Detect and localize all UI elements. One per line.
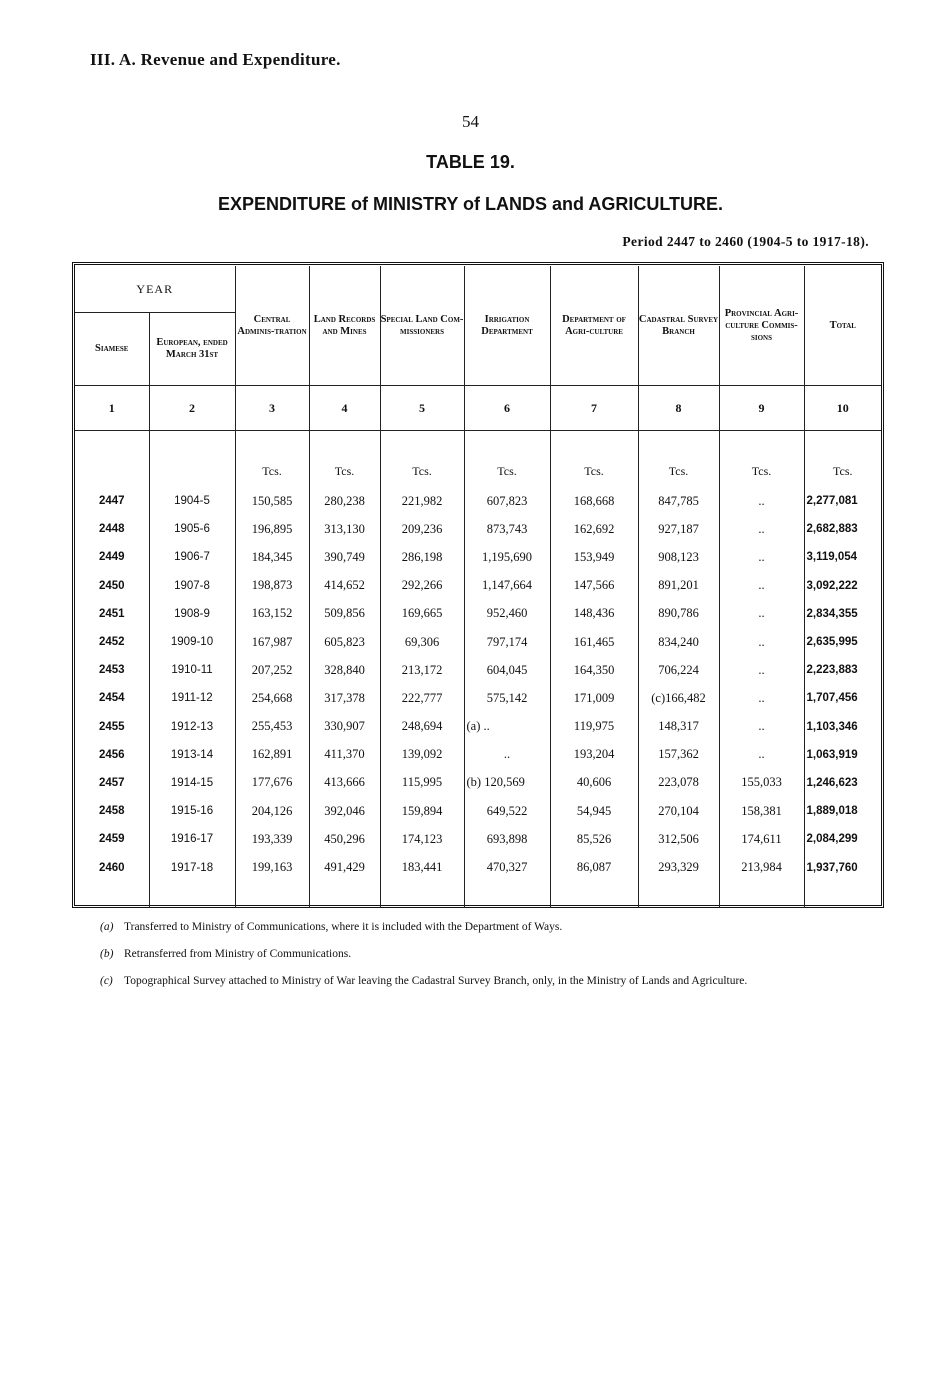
cell-total: 1,937,760 [804,853,881,881]
cell-central: 207,252 [235,656,309,684]
footnotes [100,920,880,1001]
cell-european-year: 1907-8 [149,572,235,600]
year-group-header: YEAR [75,266,235,313]
cell-dept-agri: 119,975 [550,713,638,741]
unit-label: Tcs. [235,431,309,488]
cell-cadastral: 834,240 [638,628,719,656]
table-row [75,713,881,741]
cell-siamese-year: 2451 [98,607,125,620]
cell-land-records: 280,238 [309,487,380,515]
unit-label: Tcs. [380,431,464,488]
footnote [100,920,880,934]
col-number: 2 [149,386,235,431]
cell-total: 3,092,222 [804,572,881,600]
cell-siamese-year: 2453 [98,664,125,677]
cell-european-year: 1915-16 [149,797,235,825]
cell-cadastral: 706,224 [638,656,719,684]
cell-central: 167,987 [235,628,309,656]
cell-provincial: .. [719,656,804,684]
cell-dept-agri: 148,436 [550,600,638,628]
cell-dept-agri: 171,009 [550,684,638,712]
table-row [75,572,881,600]
cell-total: 1,103,346 [804,713,881,741]
cell-total: 1,707,456 [804,684,881,712]
footnote-text: Topographical Survey attached to Ministry of War leaving the Cadastral Survey Branch, only, in the Ministry of Lands and Agriculture. [124,975,748,987]
cell-provincial: 158,381 [719,797,804,825]
cell-total: 1,246,623 [804,769,881,797]
footnote-label: (a) [100,921,114,933]
cell-irrigation: 693,898 [464,825,550,853]
cell-total: 2,834,355 [804,600,881,628]
cell-siamese-year: 2454 [98,692,125,705]
unit-label: Tcs. [309,431,380,488]
col-header-dept-agri: Department of Agri-culture [550,266,638,386]
cell-dept-agri: 54,945 [550,797,638,825]
units-row [75,431,881,488]
cell-land-records: 450,296 [309,825,380,853]
cell-siamese-year: 2449 [98,551,125,564]
cell-central: 150,585 [235,487,309,515]
table-row [75,600,881,628]
table-row [75,797,881,825]
cell-land-records: 313,130 [309,515,380,543]
cell-siamese-year: 2458 [98,805,125,818]
cell-central: 193,339 [235,825,309,853]
cell-total: 1,889,018 [804,797,881,825]
cell-siamese-year: 2455 [98,720,125,733]
table-subtitle: EXPENDITURE of MINISTRY of LANDS and AGRICULTURE. [217,194,723,214]
cell-provincial: .. [719,741,804,769]
cell-total: 2,223,883 [804,656,881,684]
cell-total: 3,119,054 [804,543,881,571]
cell-special-land: 139,092 [380,741,464,769]
cell-irrigation: 649,522 [464,797,550,825]
cell-dept-agri: 168,668 [550,487,638,515]
cell-irrigation: 797,174 [464,628,550,656]
cell-land-records: 491,429 [309,853,380,881]
cell-provincial: .. [719,600,804,628]
table-row [75,487,881,515]
col-number: 7 [550,386,638,431]
cell-dept-agri: 86,087 [550,853,638,881]
cell-total: 1,063,919 [804,741,881,769]
cell-central: 254,668 [235,684,309,712]
cell-land-records: 509,856 [309,600,380,628]
col-number: 8 [638,386,719,431]
col-number: 10 [804,386,881,431]
unit-label: Tcs. [464,431,550,488]
cell-siamese-year: 2450 [98,579,125,592]
cell-cadastral: 293,329 [638,853,719,881]
cell-siamese-year: 2459 [98,833,125,846]
cell-total: 2,277,081 [804,487,881,515]
cell-european-year: 1909-10 [149,628,235,656]
col-header-land-records: Land Records and Mines [309,266,380,386]
cell-central: 163,152 [235,600,309,628]
table-row [75,543,881,571]
cell-central: 199,163 [235,853,309,881]
cell-dept-agri: 85,526 [550,825,638,853]
cell-dept-agri: 153,949 [550,543,638,571]
cell-central: 204,126 [235,797,309,825]
col-header-total: Total [804,266,881,386]
cell-special-land: 221,982 [380,487,464,515]
cell-irrigation: 575,142 [464,684,550,712]
cell-provincial: .. [719,487,804,515]
cell-irrigation: (a) .. [464,713,550,741]
page-number: 54 [462,112,479,131]
cell-central: 177,676 [235,769,309,797]
cell-european-year: 1916-17 [149,825,235,853]
col-header-siamese: Siamese [95,343,129,354]
cell-land-records: 414,652 [309,572,380,600]
col-number: 5 [380,386,464,431]
cell-cadastral: 847,785 [638,487,719,515]
cell-cadastral: 908,123 [638,543,719,571]
col-header-central: Central Adminis-tration [235,266,309,386]
cell-siamese-year: 2447 [98,495,125,508]
table-row [75,769,881,797]
cell-central: 162,891 [235,741,309,769]
cell-irrigation: 873,743 [464,515,550,543]
col-number: 3 [235,386,309,431]
cell-cadastral: 891,201 [638,572,719,600]
column-number-row [75,386,881,431]
cell-special-land: 115,995 [380,769,464,797]
cell-irrigation: .. [464,741,550,769]
col-header-special-land: Special Land Com-missioners [380,266,464,386]
cell-european-year: 1912-13 [149,713,235,741]
cell-cadastral: 927,187 [638,515,719,543]
cell-cadastral: 270,104 [638,797,719,825]
cell-european-year: 1914-15 [149,769,235,797]
cell-provincial: .. [719,543,804,571]
cell-special-land: 169,665 [380,600,464,628]
cell-land-records: 605,823 [309,628,380,656]
footnote-label: (c) [100,975,113,987]
cell-land-records: 390,749 [309,543,380,571]
col-header-irrigation: Irrigation Department [464,266,550,386]
cell-total: 2,635,995 [804,628,881,656]
cell-land-records: 413,666 [309,769,380,797]
unit-label: Tcs. [550,431,638,488]
period-label: Period 2447 to 2460 (1904-5 to 1917-18). [622,234,869,249]
col-number: 1 [75,386,149,431]
cell-provincial: .. [719,628,804,656]
cell-european-year: 1904-5 [149,487,235,515]
cell-provincial: 155,033 [719,769,804,797]
unit-label: Tcs. [804,431,881,488]
col-header-cadastral: Cadastral Survey Branch [638,266,719,386]
col-header-provincial: Provincial Agri-culture Commis-sions [719,266,804,386]
cell-total: 2,682,883 [804,515,881,543]
cell-dept-agri: 162,692 [550,515,638,543]
cell-irrigation: 607,823 [464,487,550,515]
table-row [75,515,881,543]
cell-dept-agri: 147,566 [550,572,638,600]
cell-dept-agri: 40,606 [550,769,638,797]
cell-irrigation: 470,327 [464,853,550,881]
table-row [75,825,881,853]
cell-land-records: 328,840 [309,656,380,684]
table-row [75,741,881,769]
cell-european-year: 1911-12 [149,684,235,712]
cell-cadastral: 148,317 [638,713,719,741]
cell-dept-agri: 193,204 [550,741,638,769]
cell-european-year: 1917-18 [149,853,235,881]
cell-irrigation: 952,460 [464,600,550,628]
cell-special-land: 286,198 [380,543,464,571]
cell-special-land: 69,306 [380,628,464,656]
expenditure-table [75,266,881,908]
cell-land-records: 317,378 [309,684,380,712]
cell-dept-agri: 161,465 [550,628,638,656]
cell-irrigation: (b) 120,569 [464,769,550,797]
cell-provincial: .. [719,684,804,712]
cell-siamese-year: 2457 [98,776,125,789]
footnote-text: Retransferred from Ministry of Communications. [124,948,352,960]
footnote [100,947,880,961]
cell-irrigation: 604,045 [464,656,550,684]
table-row [75,628,881,656]
cell-european-year: 1913-14 [149,741,235,769]
cell-cadastral: 312,506 [638,825,719,853]
cell-european-year: 1905-6 [149,515,235,543]
cell-central: 196,895 [235,515,309,543]
section-heading: III. A. Revenue and Expenditure. [90,50,341,69]
cell-provincial: .. [719,515,804,543]
table-row [75,656,881,684]
cell-siamese-year: 2448 [98,523,125,536]
footnote [100,974,880,988]
table-row [75,853,881,881]
cell-central: 198,873 [235,572,309,600]
cell-cadastral: 890,786 [638,600,719,628]
table-row [75,684,881,712]
table-padding-row [75,882,881,908]
table-title: TABLE 19. [426,152,515,172]
footnote-label: (b) [100,948,114,960]
cell-cadastral: 223,078 [638,769,719,797]
cell-dept-agri: 164,350 [550,656,638,684]
cell-total: 2,084,299 [804,825,881,853]
footnote-text: Transferred to Ministry of Communications, where it is included with the Department of Ways. [124,921,563,933]
cell-provincial: 213,984 [719,853,804,881]
cell-land-records: 392,046 [309,797,380,825]
cell-land-records: 330,907 [309,713,380,741]
cell-special-land: 159,894 [380,797,464,825]
unit-label: Tcs. [719,431,804,488]
cell-special-land: 248,694 [380,713,464,741]
cell-siamese-year: 2460 [98,861,125,874]
cell-special-land: 222,777 [380,684,464,712]
cell-special-land: 209,236 [380,515,464,543]
cell-european-year: 1910-11 [149,656,235,684]
cell-european-year: 1906-7 [149,543,235,571]
cell-cadastral: (c)166,482 [638,684,719,712]
unit-label: Tcs. [638,431,719,488]
col-number: 4 [309,386,380,431]
cell-special-land: 183,441 [380,853,464,881]
cell-special-land: 213,172 [380,656,464,684]
cell-provincial: .. [719,572,804,600]
cell-siamese-year: 2456 [98,748,125,761]
col-number: 9 [719,386,804,431]
cell-irrigation: 1,195,690 [464,543,550,571]
cell-cadastral: 157,362 [638,741,719,769]
cell-provincial: 174,611 [719,825,804,853]
cell-land-records: 411,370 [309,741,380,769]
cell-provincial: .. [719,713,804,741]
cell-european-year: 1908-9 [149,600,235,628]
cell-special-land: 174,123 [380,825,464,853]
cell-siamese-year: 2452 [98,636,125,649]
cell-irrigation: 1,147,664 [464,572,550,600]
col-header-european: European, ended March 31st [149,313,235,386]
cell-special-land: 292,266 [380,572,464,600]
cell-central: 255,453 [235,713,309,741]
cell-central: 184,345 [235,543,309,571]
col-number: 6 [464,386,550,431]
